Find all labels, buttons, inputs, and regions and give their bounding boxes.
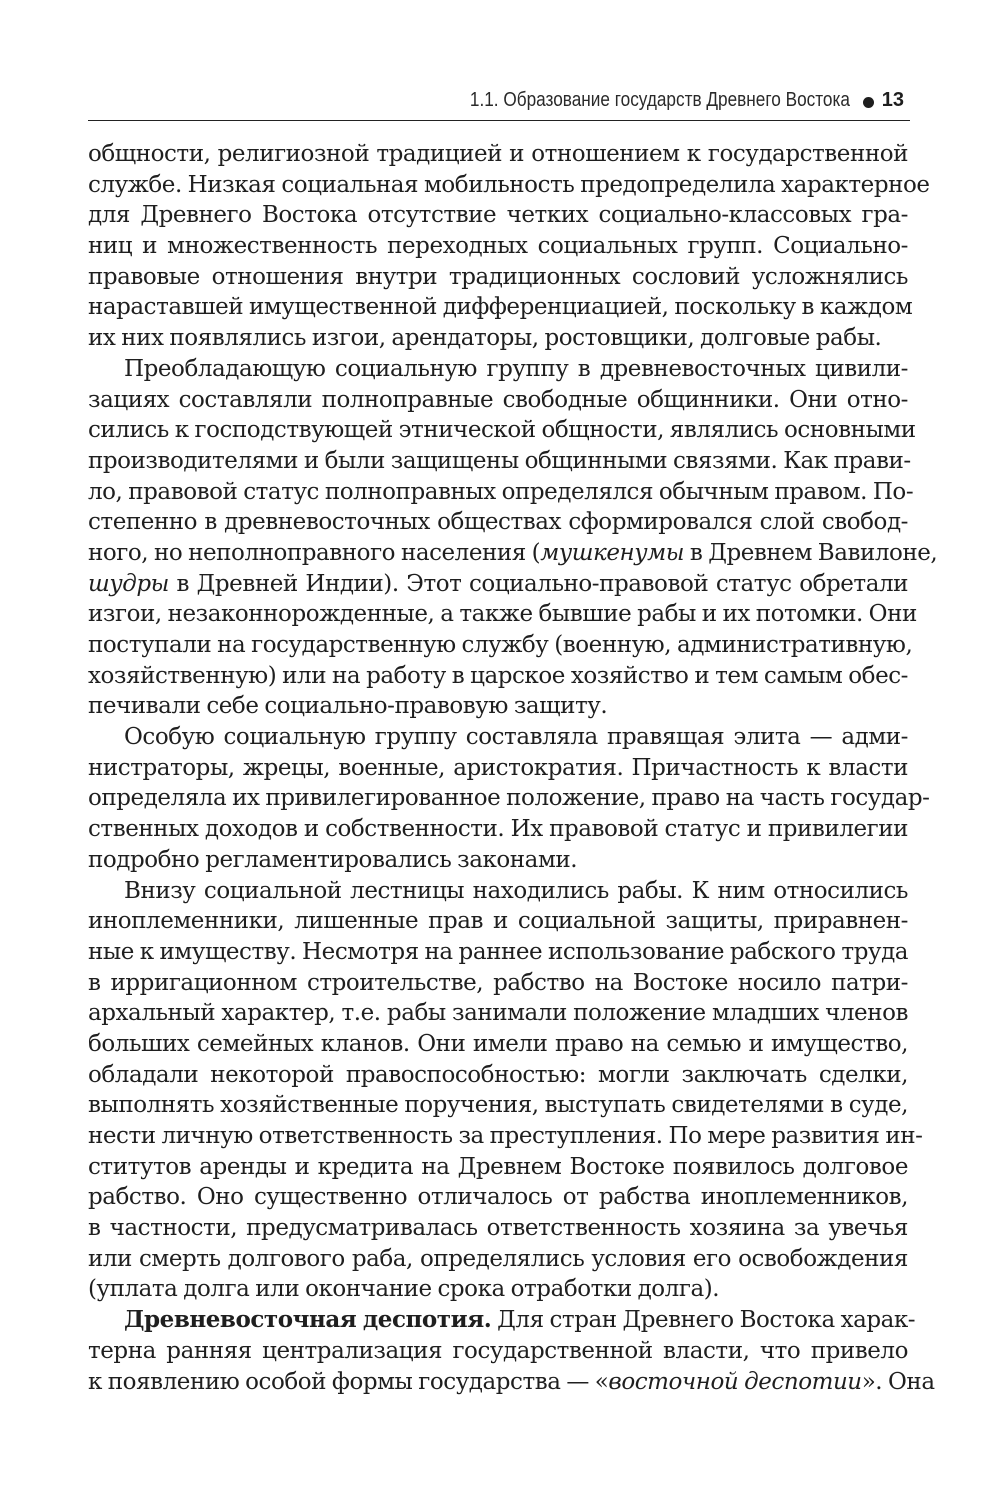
- text-run: ». Она: [861, 1368, 935, 1395]
- text-line: подробно регламентировались законами.: [88, 846, 578, 873]
- italic-term: мушкенумы: [540, 539, 684, 566]
- body-text: [88, 139, 938, 1397]
- text-line: архальный характер, т.е. рабы занимали положение младших членов: [88, 1000, 908, 1027]
- text-line: Внизу социальной лестницы находились рабы. К ним относились: [124, 877, 908, 904]
- text-line: нистраторы, жрецы, военные, аристократия. Причастность к власти: [88, 754, 908, 781]
- text-line: изгои, незаконнорожденные, а также бывшие рабы и их потомки. Они: [88, 601, 917, 628]
- text-line: степенно в древневосточных обществах сформировался слой свобод-: [88, 509, 908, 536]
- running-header: [88, 80, 910, 121]
- text-line: [88, 1367, 935, 1398]
- text-line: рабство. Оно существенно отличалось от рабства иноплеменников,: [88, 1184, 908, 1211]
- text-line: сились к господствующей этнической общности, являлись основными: [88, 417, 916, 444]
- text-line: в ирригационном строительстве, рабство на Востоке носило патри-: [88, 969, 908, 996]
- text-line: службе. Низкая социальная мобильность предопределила характерное: [88, 171, 930, 198]
- italic-term: восточной деспотии: [608, 1368, 862, 1395]
- text-line: нараставшей имущественной дифференциацией, поскольку в каждом: [88, 294, 913, 321]
- text-run: в Древней Индии). Этот социально-правовой статус обретали: [168, 570, 908, 597]
- page-number: 13: [881, 89, 904, 111]
- paragraph-5: [88, 1305, 935, 1397]
- text-line: ло, правовой статус полноправных определялся обычным правом. По-: [88, 478, 914, 505]
- italic-term: шудры: [88, 570, 169, 597]
- text-line: ниц и множественность переходных социальных групп. Социально-: [88, 233, 908, 260]
- text-line: их них появлялись изгои, арендаторы, ростовщики, долговые рабы.: [88, 325, 882, 352]
- text-run: к появлению особой формы государства — «: [88, 1368, 609, 1395]
- text-run: в Древнем Вавилоне,: [684, 539, 938, 566]
- text-line: для Древнего Востока отсутствие четких социально-классовых гра-: [88, 202, 908, 229]
- text-line: правовые отношения внутри традиционных сословий усложнялись: [88, 263, 908, 290]
- text-line: терна ранняя централизация государственной власти, что привело: [88, 1337, 908, 1364]
- text-line: производителями и были защищены общинными связями. Как прави-: [88, 447, 911, 474]
- text-line: [88, 569, 908, 600]
- text-line: ственных доходов и собственности. Их правовой статус и привилегии: [88, 816, 908, 843]
- text-line: (уплата долга или окончание срока отработки долга).: [88, 1276, 720, 1303]
- text-line: ститутов аренды и кредита на Древнем Востоке появилось долговое: [88, 1153, 908, 1180]
- paragraph-3: [88, 722, 930, 875]
- text-line: нести личную ответственность за преступления. По мере развития ин-: [88, 1123, 923, 1149]
- text-run: ного, но неполноправного населения (: [88, 539, 541, 566]
- text-line: Преобладающую социальную группу в древневосточных цивили-: [124, 355, 908, 382]
- text-line: поступали на государственную службу (военную, административную,: [88, 632, 913, 658]
- paragraph-2: [88, 354, 938, 722]
- text-line: определяла их привилегированное положение, право на часть государ-: [88, 785, 930, 812]
- paragraph-4: [88, 876, 923, 1306]
- text-line: выполнять хозяйственные поручения, выступать свидетелями в суде,: [88, 1092, 908, 1119]
- paragraph-1: [88, 139, 930, 354]
- text-line: в частности, предусматривалась ответственность хозяина за увечья: [88, 1215, 908, 1242]
- text-run: Для стран Древнего Востока харак-: [491, 1307, 916, 1334]
- text-line: ные к имуществу. Несмотря на раннее использование рабского труда: [88, 938, 909, 965]
- section-heading: Древневосточная деспотия.: [124, 1306, 492, 1334]
- text-line: Особую социальную группу составляла правящая элита — адми-: [124, 724, 908, 751]
- text-line: больших семейных кланов. Они имели право на семью и имущество,: [88, 1030, 908, 1057]
- text-line: или смерть долгового раба, определялись условия его освобождения: [88, 1245, 908, 1272]
- text-line: хозяйственную) или на работу в царское хозяйство и тем самым обес-: [88, 662, 908, 689]
- text-line: [88, 1305, 916, 1336]
- bullet-icon: [863, 97, 874, 108]
- text-line: обладали некоторой правоспособностью: могли заключать сделки,: [88, 1061, 908, 1088]
- text-line: иноплеменники, лишенные прав и социальной защиты, приравнен-: [88, 908, 908, 935]
- running-title: 1.1. Образование государств Древнего Востока: [469, 89, 850, 111]
- text-line: зациях составляли полноправные свободные общинники. Они отно-: [88, 386, 908, 413]
- text-line: общности, религиозной традицией и отношением к государственной: [88, 141, 908, 167]
- text-line: печивали себе социально-правовую защиту.: [88, 693, 608, 720]
- text-line: [88, 538, 938, 569]
